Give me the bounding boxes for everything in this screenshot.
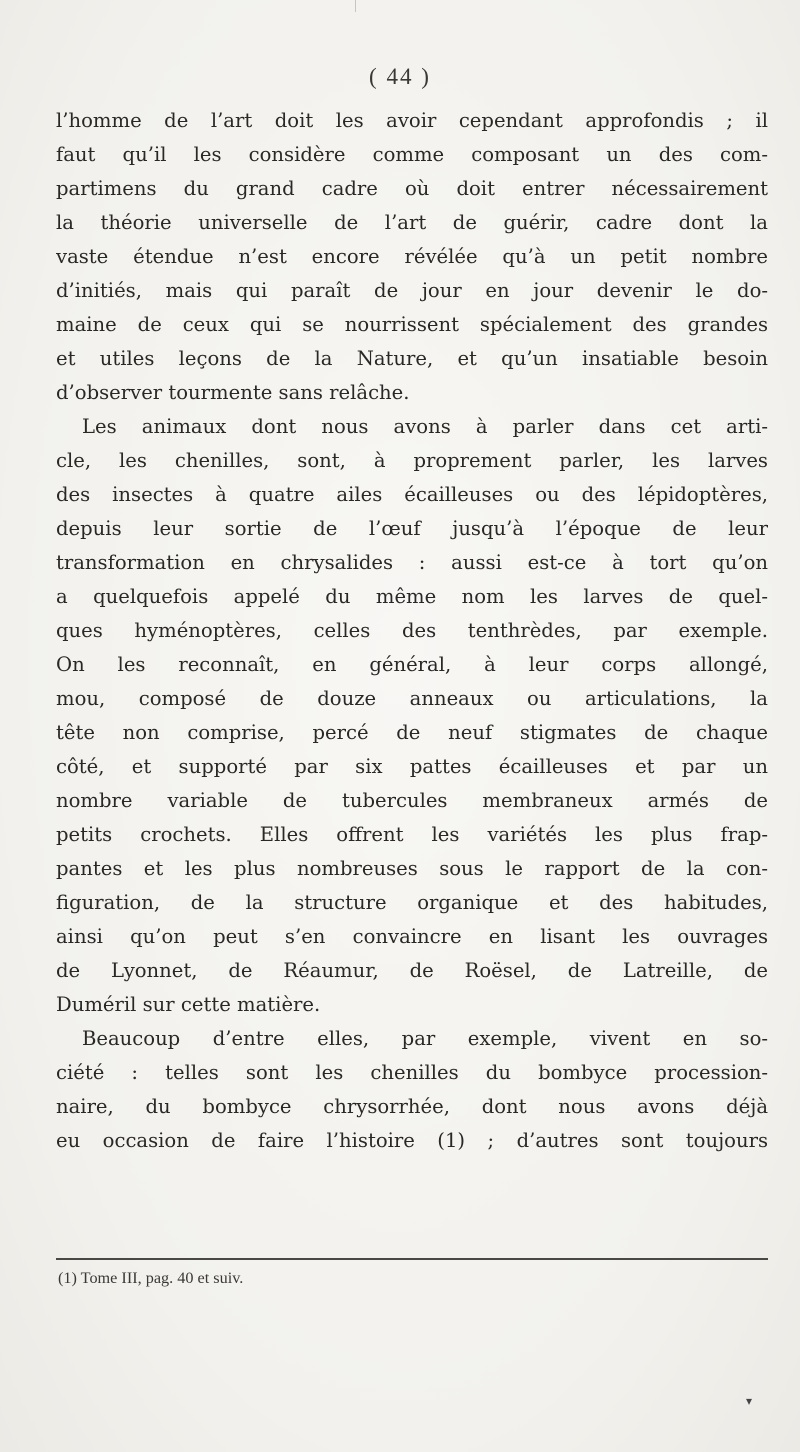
paragraph-start-line: Beaucoup d’entre elles, par exemple, vivent en so- — [82, 1026, 768, 1050]
text-line: côté, et supporté par six pattes écailleuses et par un — [56, 754, 768, 778]
text-line: vaste étendue n’est encore révélée qu’à un petit nombre — [56, 245, 768, 269]
text-line: la théorie universelle de l’art de guérir, cadre dont la — [56, 211, 768, 235]
text-line: d’observer tourmente sans relâche. — [56, 381, 410, 405]
text-line: transformation en chrysalides : aussi est-ce à tort qu’on — [56, 550, 768, 574]
text-line: On les reconnaît, en général, à leur corps allongé, — [56, 652, 768, 676]
printer-mark: ▾ — [746, 1393, 753, 1408]
footnote-divider — [56, 1258, 768, 1260]
text-line: des insectes à quatre ailes écailleuses ou des lépidoptères, — [56, 483, 768, 507]
body-text — [56, 104, 768, 1158]
text-line: a quelquefois appelé du même nom les larves de quel- — [56, 584, 768, 608]
footnote: (1) Tome III, pag. 40 et suiv. — [58, 1269, 244, 1288]
text-line: de Lyonnet, de Réaumur, de Roësel, de Latreille, de — [56, 958, 768, 982]
text-line: mou, composé de douze anneaux ou articulations, la — [56, 686, 768, 710]
text-line: petits crochets. Elles offrent les variétés les plus frap- — [56, 822, 768, 846]
text-line: naire, du bombyce chrysorrhée, dont nous avons déjà — [56, 1094, 768, 1118]
text-line: ainsi qu’on peut s’en convaincre en lisant les ouvrages — [56, 924, 768, 948]
page-fold-mark — [355, 0, 356, 12]
text-line: faut qu’il les considère comme composant un des com- — [56, 143, 768, 167]
page-number: ( 44 ) — [369, 63, 431, 90]
text-line: figuration, de la structure organique et des habitudes, — [56, 890, 768, 914]
text-line: et utiles leçons de la Nature, et qu’un insatiable besoin — [56, 347, 768, 371]
text-line: pantes et les plus nombreuses sous le rapport de la con- — [56, 856, 768, 880]
text-line: ques hyménoptères, celles des tenthrèdes, par exemple. — [56, 618, 768, 642]
text-line: nombre variable de tubercules membraneux armés de — [56, 788, 768, 812]
text-line: partimens du grand cadre où doit entrer nécessairement — [56, 177, 768, 201]
text-line: l’homme de l’art doit les avoir cependant approfondis ; il — [56, 109, 768, 133]
text-line: tête non comprise, percé de neuf stigmates de chaque — [56, 720, 768, 744]
text-line: d’initiés, mais qui paraît de jour en jour devenir le do- — [56, 279, 768, 303]
text-line: maine de ceux qui se nourrissent spécialement des grandes — [56, 313, 768, 337]
text-line: Duméril sur cette matière. — [56, 992, 321, 1016]
text-line: ciété : telles sont les chenilles du bombyce procession- — [56, 1060, 768, 1084]
text-line: cle, les chenilles, sont, à proprement parler, les larves — [56, 449, 768, 473]
text-line: eu occasion de faire l’histoire (1) ; d’autres sont toujours — [56, 1128, 768, 1152]
text-line: depuis leur sortie de l’œuf jusqu’à l’époque de leur — [56, 517, 768, 540]
paragraph-start-line: Les animaux dont nous avons à parler dans cet arti- — [82, 415, 768, 439]
